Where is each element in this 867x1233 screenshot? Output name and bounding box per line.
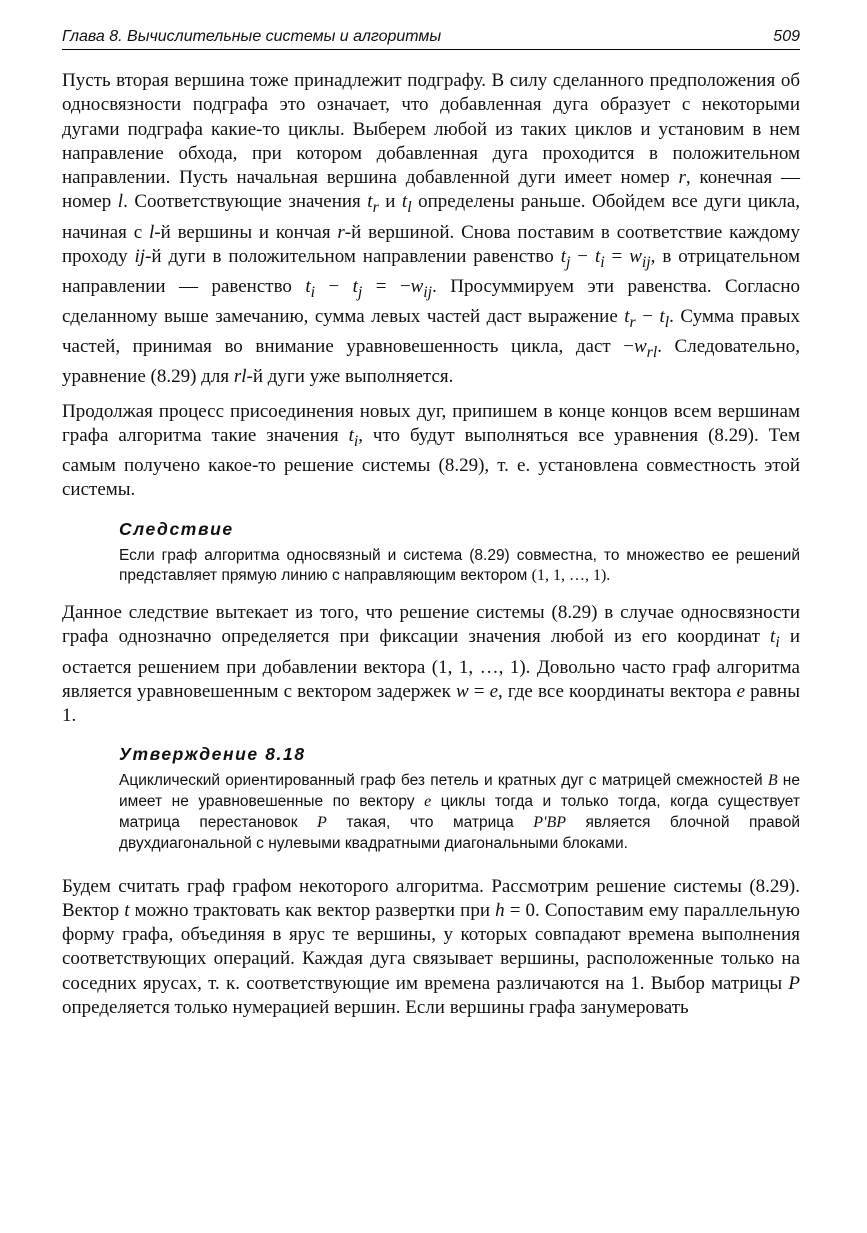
paragraph-2 (62, 400, 800, 503)
text-run: , где все координаты вектора (498, 680, 737, 702)
text-run: определены раньше. Обойдем все дуги цикла, начиная с (62, 191, 801, 243)
subscript: l (407, 199, 412, 217)
text-run: , в отрицательном направлении — равенство (62, 245, 801, 297)
var-t: t (770, 626, 776, 648)
operator: − (315, 275, 353, 297)
subscript: ij (641, 253, 651, 271)
subscript: i (775, 634, 780, 652)
text-run: -й вершиной. Снова поставим в соответствие каждому проходу (62, 221, 800, 267)
paragraph-3 (62, 601, 800, 728)
operator: = (604, 245, 630, 267)
page-number: 509 (773, 28, 800, 45)
corollary-block (119, 519, 800, 588)
text-run: , конечная — номер (62, 167, 800, 213)
var-e: e (424, 793, 432, 811)
statement-title: Утверждение 8.18 (119, 744, 306, 765)
text-run: . Соответствующие значения (123, 191, 368, 213)
subscript: i (353, 432, 359, 450)
text-run: циклы тогда и только тогда, когда существует матрица перестановок (119, 793, 800, 831)
text-run: . Просуммируем эти равенства. Согласно сделанному выше замечанию, сумма левых частей даст выражение (62, 275, 801, 328)
vector: (1, 1, …, 1). (531, 567, 611, 585)
var-l: l (148, 221, 155, 243)
subscript: l (664, 313, 670, 331)
var-r: r (337, 221, 345, 243)
subscript: rl (646, 343, 658, 361)
page (62, 28, 800, 1020)
var-PBP: P'BP (533, 814, 567, 831)
corollary-title: Следствие (119, 518, 234, 539)
statement-text (119, 771, 800, 854)
text-run: -й дуги в положительном направлении равенство (145, 245, 561, 267)
text-run: равны 1. (62, 680, 800, 727)
var-t: t (624, 306, 630, 328)
var-B: B (767, 772, 778, 790)
var-t: t (560, 245, 566, 267)
operator: − (570, 245, 595, 267)
operator: − (635, 306, 660, 328)
subscript: i (310, 283, 316, 301)
text-run: не имеет не уравновешенные по вектору (119, 772, 800, 811)
var-w: w (410, 275, 424, 297)
subscript: j (565, 253, 571, 271)
var-r: r (678, 167, 686, 189)
text-run: является блочной правой двухдиагональной с нулевыми квадратными диагональными блоками. (119, 814, 800, 852)
subscript: r (629, 313, 636, 331)
var-t: t (352, 275, 358, 297)
subscript: j (357, 283, 363, 301)
var-t: t (594, 245, 601, 267)
paragraph-1 (62, 69, 800, 390)
var-w: w (455, 680, 469, 702)
text-run: можно трактовать как вектор развертки при (129, 899, 496, 921)
text-run: Если граф алгоритма односвязный и система (8.29) совместна, то множество ее решений представляет прямую линию с направляющим вектором (119, 546, 800, 585)
var-P: P (788, 972, 800, 994)
operator: = 0 (504, 899, 536, 921)
subscript: i (600, 253, 605, 271)
text-run: -й дуги уже выполняется. (246, 366, 454, 388)
subscript: r (372, 199, 379, 217)
text-run: . Следовательно, уравнение (8.29) для (62, 336, 801, 388)
var-t: t (401, 191, 408, 213)
corollary-text (119, 546, 800, 588)
text-run: такая, что матрица (326, 814, 534, 831)
operator: = − (362, 275, 411, 297)
var-P: P (317, 814, 327, 831)
var-w: w (629, 245, 642, 267)
text-run: . Сумма правых частей, принимая во внимание уравновешенность цикла, даст − (62, 306, 801, 358)
text-run: определяется только нумерацией вершин. Если вершины графа занумеровать (62, 997, 689, 1019)
text-run: , что будут выполняться все уравнения (8.29). Тем самым получено какое-то решение системы (8.29), т. е. установлена совместность этой системы. (62, 424, 800, 501)
var-rl: rl (233, 366, 247, 388)
var-ij: ij (134, 245, 146, 267)
subscript: ij (423, 283, 433, 301)
var-w: w (633, 336, 647, 358)
chapter-title: Глава 8. Вычислительные системы и алгоритмы (62, 28, 442, 45)
text-run: и (378, 191, 402, 213)
text-run: -й вершины и кончая (154, 221, 338, 243)
var-t: t (305, 275, 311, 297)
paragraph-4 (62, 875, 800, 1021)
var-t: t (124, 899, 130, 921)
text-run: и остается решением при добавлении вектора (1, 1, …, 1). Довольно часто граф алгоритма является уравновешенным с вектором задержек (62, 626, 800, 702)
running-header (62, 28, 800, 50)
text-run: Продолжая процесс присоединения новых дуг, припишем в конце концов всем вершинам графа алгоритма такие значения (62, 400, 800, 446)
var-l: l (117, 191, 124, 213)
var-e: e (489, 680, 499, 702)
text-run: Будем считать граф графом некоторого алгоритма. Рассмотрим решение системы (8.29). Вектор (62, 875, 800, 921)
text-run: Данное следствие вытекает из того, что решение системы (8.29) в случае односвязности графа однозначно определяется при фиксации значения любой из его координат (62, 602, 800, 648)
text-run: . Сопоставим ему параллельную форму графа, объединяя в ярус те вершины, у которых совпадают времена выполнения соответствующих операций. Каждая дуга связывает вершины, расположенные только на соседних ярусах, т. к. соответствующие им времена различаются на 1. Выбор матрицы (62, 899, 800, 994)
operator: = (468, 680, 490, 702)
var-h: h (495, 899, 505, 921)
var-t: t (659, 306, 665, 328)
var-t: t (348, 424, 354, 446)
statement-block (119, 744, 800, 854)
text-run: Ациклический ориентированный граф без петель и кратных дуг с матрицей смежностей (119, 772, 768, 790)
text-run: Пусть вторая вершина тоже принадлежит подграфу. В силу сделанного предположения об односвязности подграфа это означает, что добавленная дуга образует с некоторыми дугами подграфа какие-то циклы. Выберем любой из таких циклов и установим в нем направление обхода, при котором добавленная дуга проходится в положительном направлении. Пусть начальная вершина добавленной дуги имеет номер (62, 70, 800, 189)
var-e: e (736, 680, 746, 702)
var-t: t (367, 191, 373, 213)
